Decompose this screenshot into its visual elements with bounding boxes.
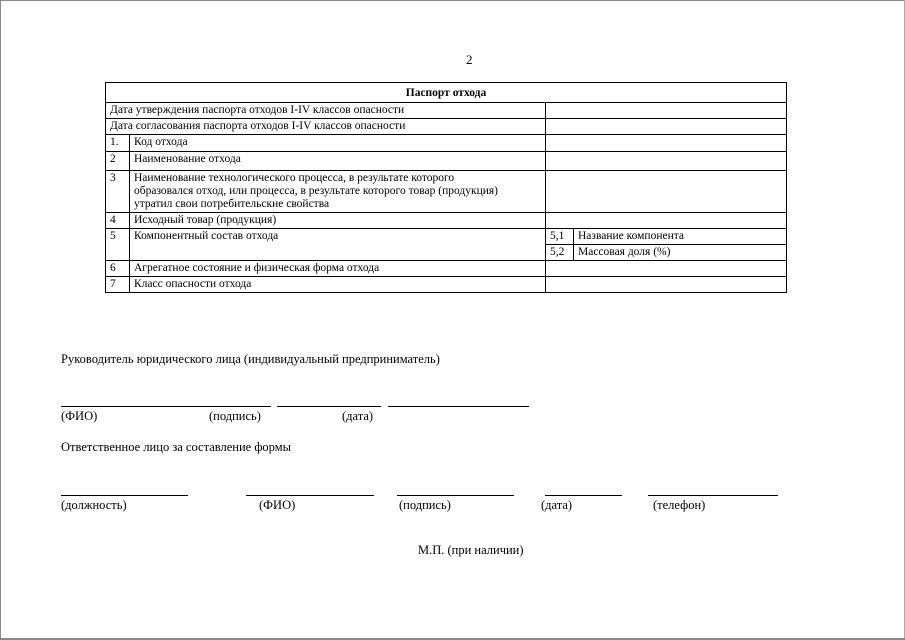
row-number: 5 <box>106 229 130 261</box>
row-number: 4 <box>106 213 130 229</box>
component-number: 5,2 <box>546 245 574 261</box>
row-label: Агрегатное состояние и физическая форма отхода <box>130 261 546 277</box>
head-signature-caption: (подпись) <box>209 409 261 423</box>
agreement-date-label: Дата согласования паспорта отходов I-IV классов опасности <box>106 119 546 135</box>
responsible-signature-line[interactable] <box>397 495 514 496</box>
page-edge-left <box>0 0 1 640</box>
agreement-date-value[interactable] <box>546 119 787 135</box>
row-value[interactable] <box>546 277 787 293</box>
row-label: Наименование технологического процесса, в результате которого образовался отход, или процесса, в результате которого товар (продукция) утратил свои потребительские свойства <box>130 171 546 213</box>
table-row <box>106 229 787 245</box>
waste-passport-table <box>105 82 787 293</box>
head-title: Руководитель юридического лица (индивидуальный предприниматель) <box>61 352 440 366</box>
row-value[interactable] <box>546 261 787 277</box>
component-label: Название компонента <box>574 229 787 245</box>
table-row <box>106 152 787 171</box>
stamp-label: М.П. (при наличии) <box>418 543 524 557</box>
head-date-caption: (дата) <box>342 409 374 423</box>
approval-date-value[interactable] <box>546 103 787 119</box>
head-signature-line[interactable] <box>277 406 381 407</box>
table-title: Паспорт отхода <box>106 83 787 103</box>
responsible-name-line[interactable] <box>246 495 374 496</box>
row-label: Класс опасности отхода <box>130 277 546 293</box>
table-row <box>106 213 787 229</box>
row-number: 1. <box>106 135 130 152</box>
row-value[interactable] <box>546 171 787 213</box>
responsible-phone-caption: (телефон) <box>653 498 706 512</box>
approval-date-label: Дата утверждения паспорта отходов I-IV классов опасности <box>106 103 546 119</box>
row-number: 2 <box>106 152 130 171</box>
responsible-phone-line[interactable] <box>648 495 778 496</box>
row-number: 6 <box>106 261 130 277</box>
row-label: Компонентный состав отхода <box>130 229 546 261</box>
page-edge-top <box>0 0 905 1</box>
table-row <box>106 135 787 152</box>
table-row <box>106 277 787 293</box>
row-label: Код отхода <box>130 135 546 152</box>
row-value[interactable] <box>546 213 787 229</box>
row-value[interactable] <box>546 135 787 152</box>
head-name-caption: (ФИО) <box>61 409 98 423</box>
responsible-position-line[interactable] <box>61 495 188 496</box>
responsible-title: Ответственное лицо за составление формы <box>61 440 292 454</box>
row-number: 7 <box>106 277 130 293</box>
responsible-date-caption: (дата) <box>541 498 573 512</box>
responsible-name-caption: (ФИО) <box>259 498 296 512</box>
table-row <box>106 261 787 277</box>
component-label: Массовая доля (%) <box>574 245 787 261</box>
row-label: Исходный товар (продукция) <box>130 213 546 229</box>
table-row <box>106 171 787 213</box>
page-number: 2 <box>466 52 473 67</box>
row-number: 3 <box>106 171 130 213</box>
row-label: Наименование отхода <box>130 152 546 171</box>
responsible-position-caption: (должность) <box>61 498 127 512</box>
component-number: 5,1 <box>546 229 574 245</box>
head-name-line[interactable] <box>61 406 271 407</box>
responsible-signature-caption: (подпись) <box>399 498 451 512</box>
responsible-date-line[interactable] <box>545 495 622 496</box>
head-date-line[interactable] <box>388 406 529 407</box>
row-value[interactable] <box>546 152 787 171</box>
